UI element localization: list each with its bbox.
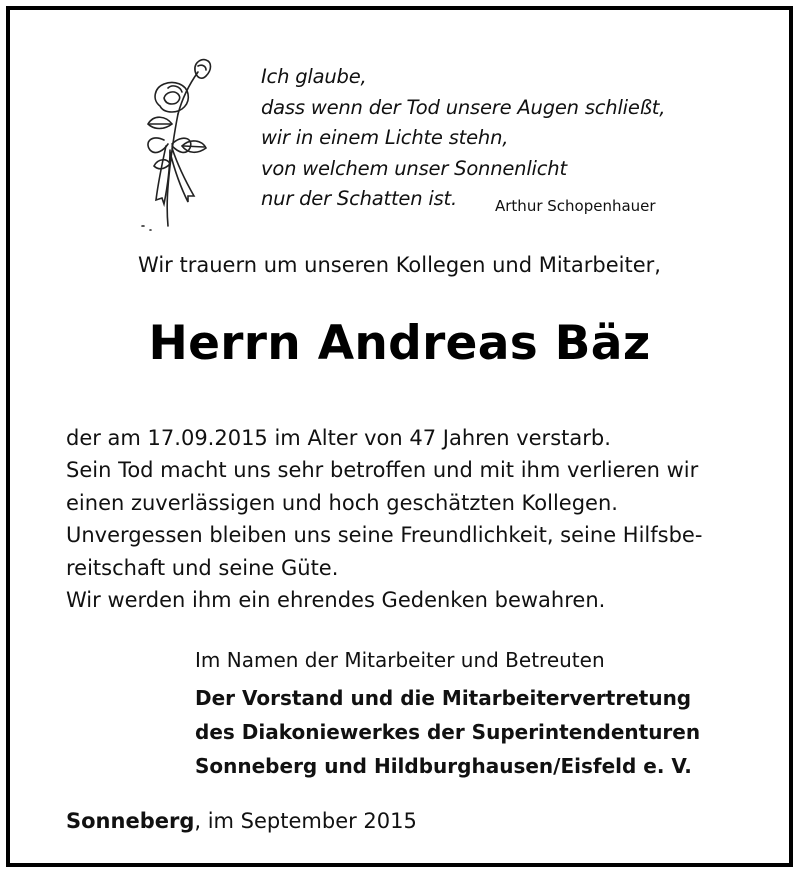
body-line: der am 17.09.2015 im Alter von 47 Jahren verstarb. [66, 426, 611, 450]
body-line: einen zuverlässigen und hoch geschätzten Kollegen. [66, 490, 618, 515]
quote-line: nur der Schatten ist. [261, 187, 457, 210]
deceased-name: Herrn Andreas Bäz [148, 316, 651, 371]
quote-line: dass wenn der Tod unsere Augen schließt, [261, 95, 666, 119]
body-line: Unvergessen bleiben uns seine Freundlichkeit, seine Hilfsbe- [66, 523, 703, 548]
quote-block [261, 62, 665, 215]
body-line: reitschaft und seine Güte. [66, 555, 339, 580]
on-behalf-line: Im Namen der Mitarbeiter und Betreuten [195, 648, 605, 672]
intro-text: Wir trauern um unseren Kollegen und Mitarbeiter, [138, 253, 661, 277]
organization-line: des Diakoniewerkes der Superintendenturen [195, 720, 701, 744]
obituary-frame [6, 6, 793, 867]
quote-line: Ich glaube, [261, 65, 367, 88]
rose-illustration [138, 54, 218, 234]
quote-line: von welchem unser Sonnenlicht [261, 156, 567, 180]
place-date [66, 809, 417, 833]
place-date-text: , im September 2015 [194, 809, 417, 833]
body-line: Wir werden ihm ein ehrendes Gedenken bewahren. [66, 588, 606, 613]
signature-block [195, 643, 700, 783]
body-line: Sein Tod macht uns sehr betroffen und mit ihm verlieren wir [66, 458, 699, 483]
quote-line: wir in einem Lichte stehn, [261, 126, 509, 149]
place-city: Sonneberg [66, 809, 195, 833]
obituary-body [66, 422, 766, 616]
quote-author: Arthur Schopenhauer [495, 197, 656, 215]
organization-line: Der Vorstand und die Mitarbeitervertretung [195, 686, 692, 710]
organization-line: Sonneberg und Hildburghausen/Eisfeld e. V. [195, 754, 692, 778]
